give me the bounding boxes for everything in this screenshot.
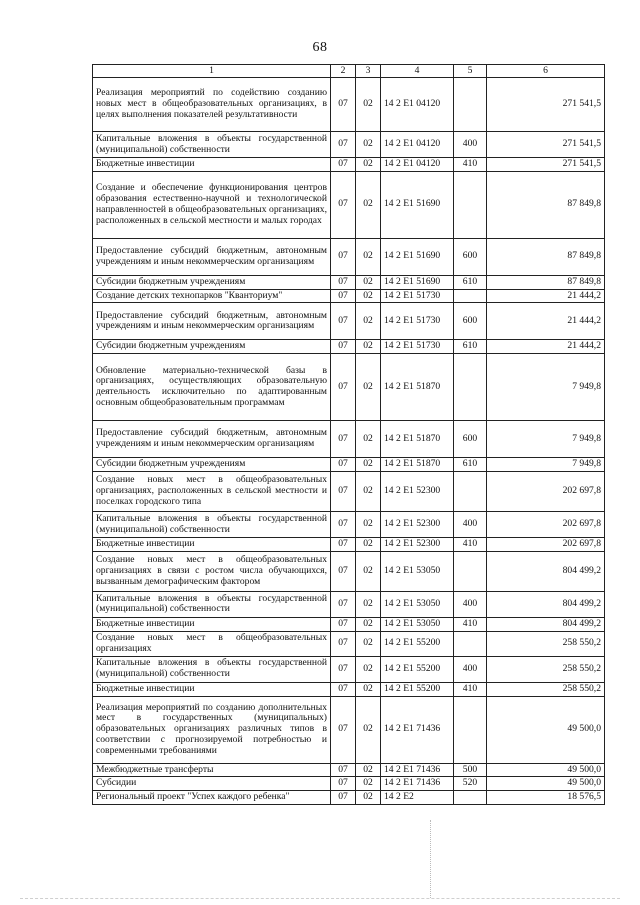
table-row xyxy=(93,631,605,656)
row-subsection: 02 xyxy=(356,538,381,552)
row-subsection: 02 xyxy=(356,656,381,682)
row-expense-type xyxy=(454,171,487,238)
row-amount: 804 499,2 xyxy=(487,551,605,591)
row-section: 07 xyxy=(331,617,356,631)
row-expense-type: 610 xyxy=(454,275,487,289)
row-expense-type: 400 xyxy=(454,656,487,682)
row-section: 07 xyxy=(331,238,356,275)
row-expense-type: 500 xyxy=(454,763,487,777)
row-expense-type xyxy=(454,354,487,421)
scan-artifact-rule xyxy=(20,898,620,899)
table-row xyxy=(93,421,605,458)
row-target-code: 14 2 E1 53050 xyxy=(381,617,454,631)
row-target-code: 14 2 E1 51870 xyxy=(381,354,454,421)
row-expense-type xyxy=(454,289,487,303)
row-amount: 271 541,5 xyxy=(487,78,605,132)
row-section: 07 xyxy=(331,631,356,656)
row-expense-type xyxy=(454,551,487,591)
row-target-code: 14 2 E1 51730 xyxy=(381,340,454,354)
row-target-code: 14 2 E1 51690 xyxy=(381,238,454,275)
row-section: 07 xyxy=(331,472,356,512)
row-target-code: 14 2 E1 55200 xyxy=(381,631,454,656)
row-section: 07 xyxy=(331,158,356,172)
row-subsection: 02 xyxy=(356,512,381,538)
row-section: 07 xyxy=(331,354,356,421)
row-amount: 49 500,0 xyxy=(487,763,605,777)
row-subsection: 02 xyxy=(356,421,381,458)
row-subsection: 02 xyxy=(356,551,381,591)
row-name: Бюджетные инвестиции xyxy=(93,538,331,552)
row-section: 07 xyxy=(331,591,356,617)
row-expense-type: 610 xyxy=(454,340,487,354)
row-subsection: 02 xyxy=(356,763,381,777)
row-expense-type xyxy=(454,791,487,805)
table-row xyxy=(93,238,605,275)
table-row xyxy=(93,132,605,158)
row-amount: 49 500,0 xyxy=(487,696,605,763)
table-row xyxy=(93,791,605,805)
row-subsection: 02 xyxy=(356,132,381,158)
table-row xyxy=(93,158,605,172)
row-target-code: 14 2 E1 52300 xyxy=(381,512,454,538)
row-expense-type: 400 xyxy=(454,591,487,617)
row-name: Реализация мероприятий по содействию созданию новых мест в общеобразовательных организациях, в целях выполнения показателей результативности xyxy=(93,78,331,132)
row-section: 07 xyxy=(331,696,356,763)
row-subsection: 02 xyxy=(356,777,381,791)
row-section: 07 xyxy=(331,458,356,472)
row-amount: 202 697,8 xyxy=(487,472,605,512)
row-expense-type: 400 xyxy=(454,512,487,538)
table-row xyxy=(93,303,605,340)
header-cell-target-code: 4 xyxy=(381,65,454,78)
row-subsection: 02 xyxy=(356,303,381,340)
row-target-code: 14 2 E1 04120 xyxy=(381,78,454,132)
row-subsection: 02 xyxy=(356,458,381,472)
row-target-code: 14 2 E1 51730 xyxy=(381,303,454,340)
row-target-code: 14 2 E1 04120 xyxy=(381,132,454,158)
table-row xyxy=(93,458,605,472)
row-name: Региональный проект "Успех каждого ребенка" xyxy=(93,791,331,805)
row-expense-type xyxy=(454,78,487,132)
table-row xyxy=(93,538,605,552)
row-amount: 202 697,8 xyxy=(487,538,605,552)
row-expense-type xyxy=(454,696,487,763)
row-target-code: 14 2 E1 55200 xyxy=(381,682,454,696)
table-row xyxy=(93,777,605,791)
row-subsection: 02 xyxy=(356,238,381,275)
row-subsection: 02 xyxy=(356,631,381,656)
header-cell-section: 2 xyxy=(331,65,356,78)
row-name: Капитальные вложения в объекты государственной (муниципальной) собственности xyxy=(93,512,331,538)
row-target-code: 14 2 E1 51870 xyxy=(381,458,454,472)
row-name: Обновление материально-технической базы в организациях, осуществляющих образовательную деятельность исключительно по адаптированным основным общеобразовательным программам xyxy=(93,354,331,421)
row-amount: 7 949,8 xyxy=(487,458,605,472)
table-row xyxy=(93,275,605,289)
row-expense-type: 610 xyxy=(454,458,487,472)
row-expense-type: 410 xyxy=(454,158,487,172)
row-name: Бюджетные инвестиции xyxy=(93,617,331,631)
row-subsection: 02 xyxy=(356,696,381,763)
row-name: Предоставление субсидий бюджетным, автономным учреждениям и иным некоммерческим организациям xyxy=(93,303,331,340)
row-subsection: 02 xyxy=(356,289,381,303)
row-name: Субсидии xyxy=(93,777,331,791)
row-target-code: 14 2 E1 04120 xyxy=(381,158,454,172)
row-amount: 271 541,5 xyxy=(487,158,605,172)
row-subsection: 02 xyxy=(356,591,381,617)
row-name: Создание детских технопарков "Кванториум" xyxy=(93,289,331,303)
row-expense-type: 410 xyxy=(454,617,487,631)
row-section: 07 xyxy=(331,303,356,340)
row-amount: 18 576,5 xyxy=(487,791,605,805)
row-subsection: 02 xyxy=(356,682,381,696)
row-target-code: 14 2 E1 71436 xyxy=(381,777,454,791)
row-expense-type: 520 xyxy=(454,777,487,791)
row-amount: 804 499,2 xyxy=(487,617,605,631)
header-row xyxy=(93,65,605,78)
row-name: Предоставление субсидий бюджетным, автономным учреждениям и иным некоммерческим организациям xyxy=(93,238,331,275)
row-expense-type: 400 xyxy=(454,132,487,158)
row-expense-type: 410 xyxy=(454,538,487,552)
row-amount: 804 499,2 xyxy=(487,591,605,617)
row-subsection: 02 xyxy=(356,275,381,289)
row-section: 07 xyxy=(331,340,356,354)
row-target-code: 14 2 E1 71436 xyxy=(381,696,454,763)
row-name: Бюджетные инвестиции xyxy=(93,158,331,172)
row-name: Реализация мероприятий по созданию дополнительных мест в государственных (муниципальных) образовательных организациях различных типов в соответствии с прогнозируемой потребностью и современными требованиями xyxy=(93,696,331,763)
row-amount: 87 849,8 xyxy=(487,238,605,275)
row-section: 07 xyxy=(331,551,356,591)
row-subsection: 02 xyxy=(356,472,381,512)
row-subsection: 02 xyxy=(356,791,381,805)
row-subsection: 02 xyxy=(356,340,381,354)
row-amount: 258 550,2 xyxy=(487,631,605,656)
table-row xyxy=(93,472,605,512)
row-section: 07 xyxy=(331,289,356,303)
row-section: 07 xyxy=(331,512,356,538)
row-name: Бюджетные инвестиции xyxy=(93,682,331,696)
row-amount: 271 541,5 xyxy=(487,132,605,158)
table-row xyxy=(93,656,605,682)
row-expense-type xyxy=(454,472,487,512)
row-name: Создание новых мест в общеобразовательных организациях, расположенных в сельской местности и поселках городского типа xyxy=(93,472,331,512)
table-row xyxy=(93,354,605,421)
scan-artifact-line xyxy=(430,820,432,898)
row-amount: 21 444,2 xyxy=(487,340,605,354)
table-row xyxy=(93,682,605,696)
row-target-code: 14 2 E1 51690 xyxy=(381,275,454,289)
table-row xyxy=(93,763,605,777)
row-subsection: 02 xyxy=(356,78,381,132)
row-name: Создание и обеспечение функционирования центров образования естественно-научной и технологической направленностей в общеобразовательных организациях, расположенных в сельской местности и малых городах xyxy=(93,171,331,238)
row-target-code: 14 2 E1 53050 xyxy=(381,591,454,617)
row-section: 07 xyxy=(331,791,356,805)
row-amount: 7 949,8 xyxy=(487,354,605,421)
row-target-code: 14 2 E1 55200 xyxy=(381,656,454,682)
table-row xyxy=(93,78,605,132)
row-name: Субсидии бюджетным учреждениям xyxy=(93,340,331,354)
budget-table xyxy=(92,64,605,805)
row-name: Межбюджетные трансферты xyxy=(93,763,331,777)
table-row xyxy=(93,591,605,617)
row-amount: 21 444,2 xyxy=(487,289,605,303)
row-target-code: 14 2 E1 51870 xyxy=(381,421,454,458)
table-row xyxy=(93,551,605,591)
row-section: 07 xyxy=(331,656,356,682)
row-expense-type: 410 xyxy=(454,682,487,696)
row-subsection: 02 xyxy=(356,354,381,421)
row-section: 07 xyxy=(331,78,356,132)
table-row xyxy=(93,617,605,631)
header-cell-name: 1 xyxy=(93,65,331,78)
row-target-code: 14 2 E1 51690 xyxy=(381,171,454,238)
row-amount: 258 550,2 xyxy=(487,656,605,682)
row-subsection: 02 xyxy=(356,158,381,172)
row-expense-type: 600 xyxy=(454,238,487,275)
table-row xyxy=(93,696,605,763)
row-amount: 87 849,8 xyxy=(487,171,605,238)
row-amount: 21 444,2 xyxy=(487,303,605,340)
row-section: 07 xyxy=(331,132,356,158)
row-amount: 49 500,0 xyxy=(487,777,605,791)
table-row xyxy=(93,340,605,354)
row-expense-type: 600 xyxy=(454,303,487,340)
row-name: Субсидии бюджетным учреждениям xyxy=(93,458,331,472)
row-section: 07 xyxy=(331,538,356,552)
row-amount: 87 849,8 xyxy=(487,275,605,289)
row-target-code: 14 2 E1 52300 xyxy=(381,538,454,552)
row-section: 07 xyxy=(331,682,356,696)
page-number: 68 xyxy=(312,40,328,55)
row-section: 07 xyxy=(331,171,356,238)
row-target-code: 14 2 E1 51730 xyxy=(381,289,454,303)
row-amount: 258 550,2 xyxy=(487,682,605,696)
table-row xyxy=(93,171,605,238)
row-target-code: 14 2 E1 52300 xyxy=(381,472,454,512)
row-subsection: 02 xyxy=(356,617,381,631)
row-name: Создание новых мест в общеобразовательных организациях в связи с ростом числа обучающихся, вызванным демографическим фактором xyxy=(93,551,331,591)
table-row xyxy=(93,512,605,538)
row-section: 07 xyxy=(331,275,356,289)
row-amount: 202 697,8 xyxy=(487,512,605,538)
row-name: Субсидии бюджетным учреждениям xyxy=(93,275,331,289)
row-section: 07 xyxy=(331,421,356,458)
row-target-code: 14 2 E1 53050 xyxy=(381,551,454,591)
row-expense-type xyxy=(454,631,487,656)
row-name: Предоставление субсидий бюджетным, автономным учреждениям и иным некоммерческим организациям xyxy=(93,421,331,458)
row-section: 07 xyxy=(331,777,356,791)
row-name: Создание новых мест в общеобразовательных организациях xyxy=(93,631,331,656)
row-amount: 7 949,8 xyxy=(487,421,605,458)
row-section: 07 xyxy=(331,763,356,777)
header-cell-expense-type: 5 xyxy=(454,65,487,78)
row-target-code: 14 2 E2 xyxy=(381,791,454,805)
row-subsection: 02 xyxy=(356,171,381,238)
row-name: Капитальные вложения в объекты государственной (муниципальной) собственности xyxy=(93,591,331,617)
row-expense-type: 600 xyxy=(454,421,487,458)
header-cell-amount: 6 xyxy=(487,65,605,78)
header-cell-subsection: 3 xyxy=(356,65,381,78)
table-row xyxy=(93,289,605,303)
row-name: Капитальные вложения в объекты государственной (муниципальной) собственности xyxy=(93,132,331,158)
row-target-code: 14 2 E1 71436 xyxy=(381,763,454,777)
row-name: Капитальные вложения в объекты государственной (муниципальной) собственности xyxy=(93,656,331,682)
